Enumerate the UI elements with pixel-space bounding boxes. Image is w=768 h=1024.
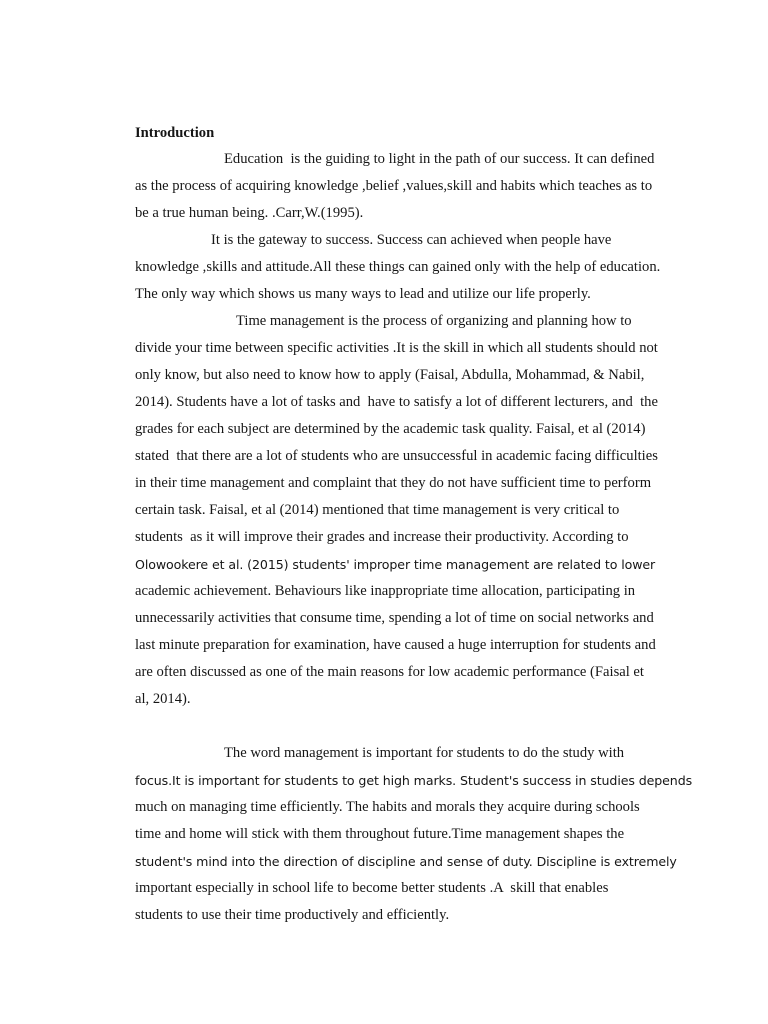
paragraph-3 [135,308,680,713]
paragraph-line: certain task. Faisal, et al (2014) mentioned that time management is very critical to [135,502,620,518]
paragraph-line: grades for each subject are determined by the academic task quality. Faisal, et al (2014) [135,421,646,437]
paragraph-line: last minute preparation for examination, have caused a huge interruption for students and [135,637,656,653]
paragraph-line: 2014). Students have a lot of tasks and have to satisfy a lot of different lecturers, and the [135,394,658,410]
paragraph-line: only know, but also need to know how to apply (Faisal, Abdulla, Mohammad, & Nabil, [135,367,645,383]
paragraph-line: in their time management and complaint that they do not have sufficient time to perform [135,475,652,491]
paragraph-line: student's mind into the direction of discipline and sense of duty. Discipline is extremely [135,854,677,869]
paragraph-line: knowledge ,skills and attitude.All these things can gained only with the help of education. [135,259,661,275]
paragraph-line: It is the gateway to success. Success can achieved when people have [211,232,612,248]
paragraph-line: as the process of acquiring knowledge ,belief ,values,skill and habits which teaches as to [135,178,653,194]
paragraph-line: time and home will stick with them throughout future.Time management shapes the [135,826,625,842]
paragraph-line: The word management is important for students to do the study with [224,745,625,761]
paragraph-line: academic achievement. Behaviours like inappropriate time allocation, participating in [135,583,636,599]
document-body [135,121,693,929]
paragraph-line: students as it will improve their grades and increase their productivity. According to [135,529,629,545]
paragraph-line: students to use their time productively and efficiently. [135,907,450,923]
section-heading: Introduction [135,125,215,141]
paragraph-line: The only way which shows us many ways to lead and utilize our life properly. [135,286,591,302]
paragraph-line: Time management is the process of organizing and planning how to [236,313,632,329]
paragraph-line: important especially in school life to become better students .A skill that enables [135,880,609,896]
paragraph-line: be a true human being. .Carr,W.(1995). [135,205,364,221]
paragraph-line: are often discussed as one of the main reasons for low academic performance (Faisal et [135,664,644,680]
paragraph-line: stated that there are a lot of students who are unsuccessful in academic facing difficulties [135,448,658,464]
paragraph-line: focus.It is important for students to get high marks. Student's success in studies depends [135,773,693,788]
paragraph-line: much on managing time efficiently. The habits and morals they acquire during schools [135,799,640,815]
paragraph-line: divide your time between specific activities .It is the skill in which all students should not [135,340,658,356]
paragraph-line: Education is the guiding to light in the path of our success. It can defined [224,151,655,167]
paragraph-4 [135,740,693,929]
paragraph-line: al, 2014). [135,691,191,707]
paragraph-line: Olowookere et al. (2015) students' improper time management are related to lower [135,557,656,572]
paragraph-line: unnecessarily activities that consume time, spending a lot of time on social networks and [135,610,654,626]
paragraph-1 [135,146,680,227]
paragraph-2 [135,227,680,308]
